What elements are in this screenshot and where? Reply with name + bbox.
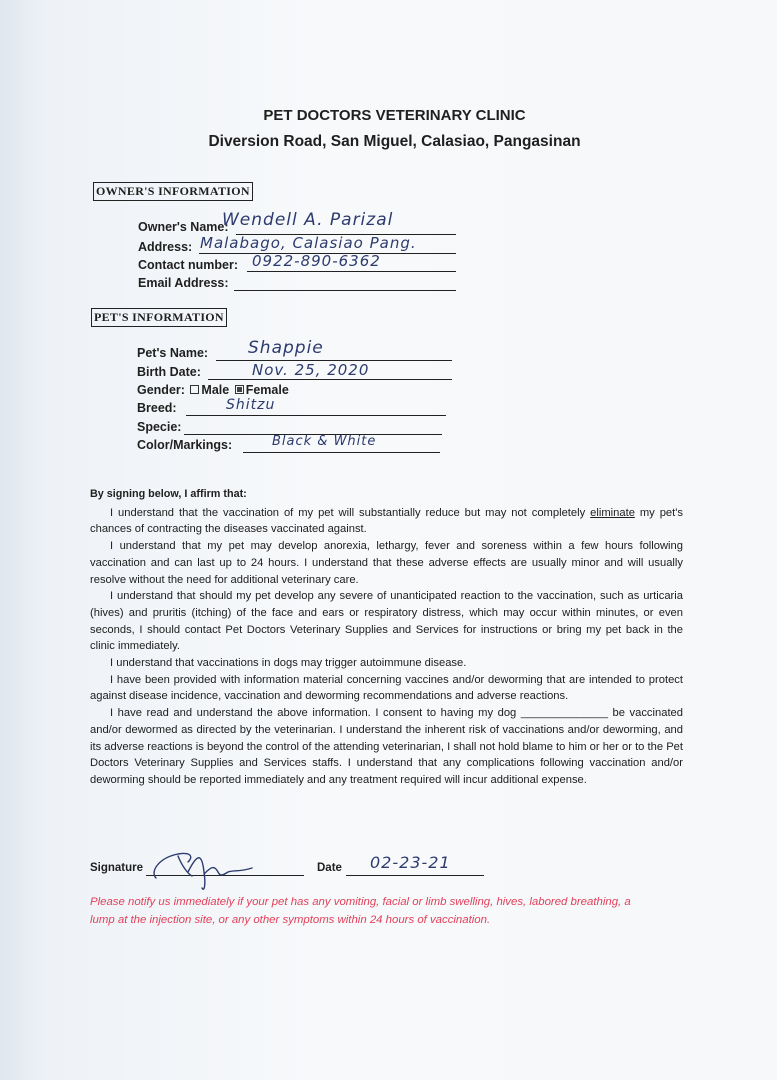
- consent-p6-end: be vaccinated and/or dewormed as directed by the veterinarian. I understand the inherent risk of vaccinations and/or deworming, and its adverse reactions is beyond the control of the attending veterinarian, I shall not hold blame to him or her or to the Pet Doctors Veterinary Supplies and Services staffs. I understand that any complications following vaccination and/or deworming should be reported immediately and any treatment required will incur additional expense.: [90, 707, 683, 786]
- owner-email-line[interactable]: [234, 290, 456, 291]
- pet-name-label: Pet's Name:: [137, 346, 209, 360]
- gender-label: Gender:: [137, 383, 185, 397]
- color-label: Color/Markings:: [137, 438, 233, 452]
- date-label: Date: [317, 862, 342, 874]
- gender-row: [137, 383, 289, 397]
- gender-female-label: Female: [245, 383, 289, 397]
- consent-paragraph-4: I understand that vaccinations in dogs may trigger autoimmune disease.: [110, 657, 467, 670]
- consent-paragraph-3: I understand that should my pet develop any severe of unanticipated reaction to the vaccination, such as urticaria (hives) and pruritis (itching) of the face and ears or respiratory distress, which may occur within minutes, or even seconds, I should contact Pet Doctors Veterinary Supplies and Services for instructions or bring my pet back in the clinic immediately.: [90, 590, 683, 653]
- pet-section-heading: PET'S INFORMATION: [91, 308, 227, 327]
- owner-name-value[interactable]: Wendell A. Parizal: [222, 210, 394, 230]
- owner-address-label: Address:: [138, 240, 193, 254]
- birth-date-label: Birth Date:: [137, 365, 201, 379]
- gender-male-checkbox[interactable]: [190, 385, 199, 394]
- consent-text: [90, 486, 683, 789]
- signature-label: Signature: [90, 862, 144, 874]
- breed-label: Breed:: [137, 401, 177, 415]
- consent-p6-start: I have read and understand the above information. I consent to having my dog: [110, 707, 521, 720]
- color-line: [243, 452, 440, 453]
- date-value[interactable]: 02-23-21: [370, 853, 451, 872]
- owner-name-label: Owner's Name:: [138, 220, 229, 234]
- consent-paragraph-6: [90, 705, 683, 789]
- owner-email-label: Email Address:: [138, 276, 229, 290]
- consent-paragraph-2: I understand that my pet may develop anorexia, lethargy, fever and soreness within a few hours following vaccination and can last up to 24 hours. I understand that these adverse effects are usually minor and will usually resolve without the need for additional veterinary care.: [90, 540, 683, 586]
- warning-notice: Please notify us immediately if your pet has any vomiting, facial or limb swelling, hives, labored breathing, a lump at the injection site, or any other symptoms within 24 hours of vaccination.: [90, 896, 631, 926]
- owner-section-heading: OWNER'S INFORMATION: [93, 182, 253, 201]
- gender-female-checkbox[interactable]: [235, 385, 244, 394]
- dog-name-blank[interactable]: ______________: [520, 707, 608, 720]
- color-value[interactable]: Black & White: [272, 434, 377, 449]
- signature-mark[interactable]: [148, 842, 268, 894]
- clinic-address: Diversion Road, San Miguel, Calasiao, Pangasinan: [208, 133, 581, 150]
- gender-male-label: Male: [201, 383, 230, 397]
- breed-line: [186, 415, 446, 416]
- breed-value[interactable]: Shitzu: [226, 397, 276, 413]
- consent-p1-end: my pet's chances of contracting the diseases vaccinated against.: [90, 506, 683, 536]
- consent-paragraph-1: [90, 505, 683, 538]
- birth-date-line: [208, 379, 452, 380]
- owner-contact-line: [247, 271, 456, 272]
- birth-date-value[interactable]: Nov. 25, 2020: [252, 361, 370, 379]
- owner-contact-label: Contact number:: [138, 258, 238, 272]
- consent-paragraph-5: I have been provided with information material concerning vaccines and/or deworming that are intended to protect against disease incidence, vaccination and deworming recommendations and adverse reactions.: [90, 673, 683, 703]
- pet-name-value[interactable]: Shappie: [248, 338, 324, 358]
- consent-lead: By signing below, I affirm that:: [90, 488, 247, 500]
- clinic-name: PET DOCTORS VETERINARY CLINIC: [263, 107, 526, 124]
- consent-p1-underlined: eliminate: [590, 506, 635, 519]
- owner-contact-value[interactable]: 0922-890-6362: [252, 252, 381, 270]
- specie-label: Specie:: [137, 420, 182, 434]
- date-line: [346, 875, 484, 876]
- consent-p1-start: I understand that the vaccination of my pet will substantially reduce but may not completely: [110, 506, 591, 519]
- owner-address-value[interactable]: Malabago, Calasiao Pang.: [200, 234, 417, 252]
